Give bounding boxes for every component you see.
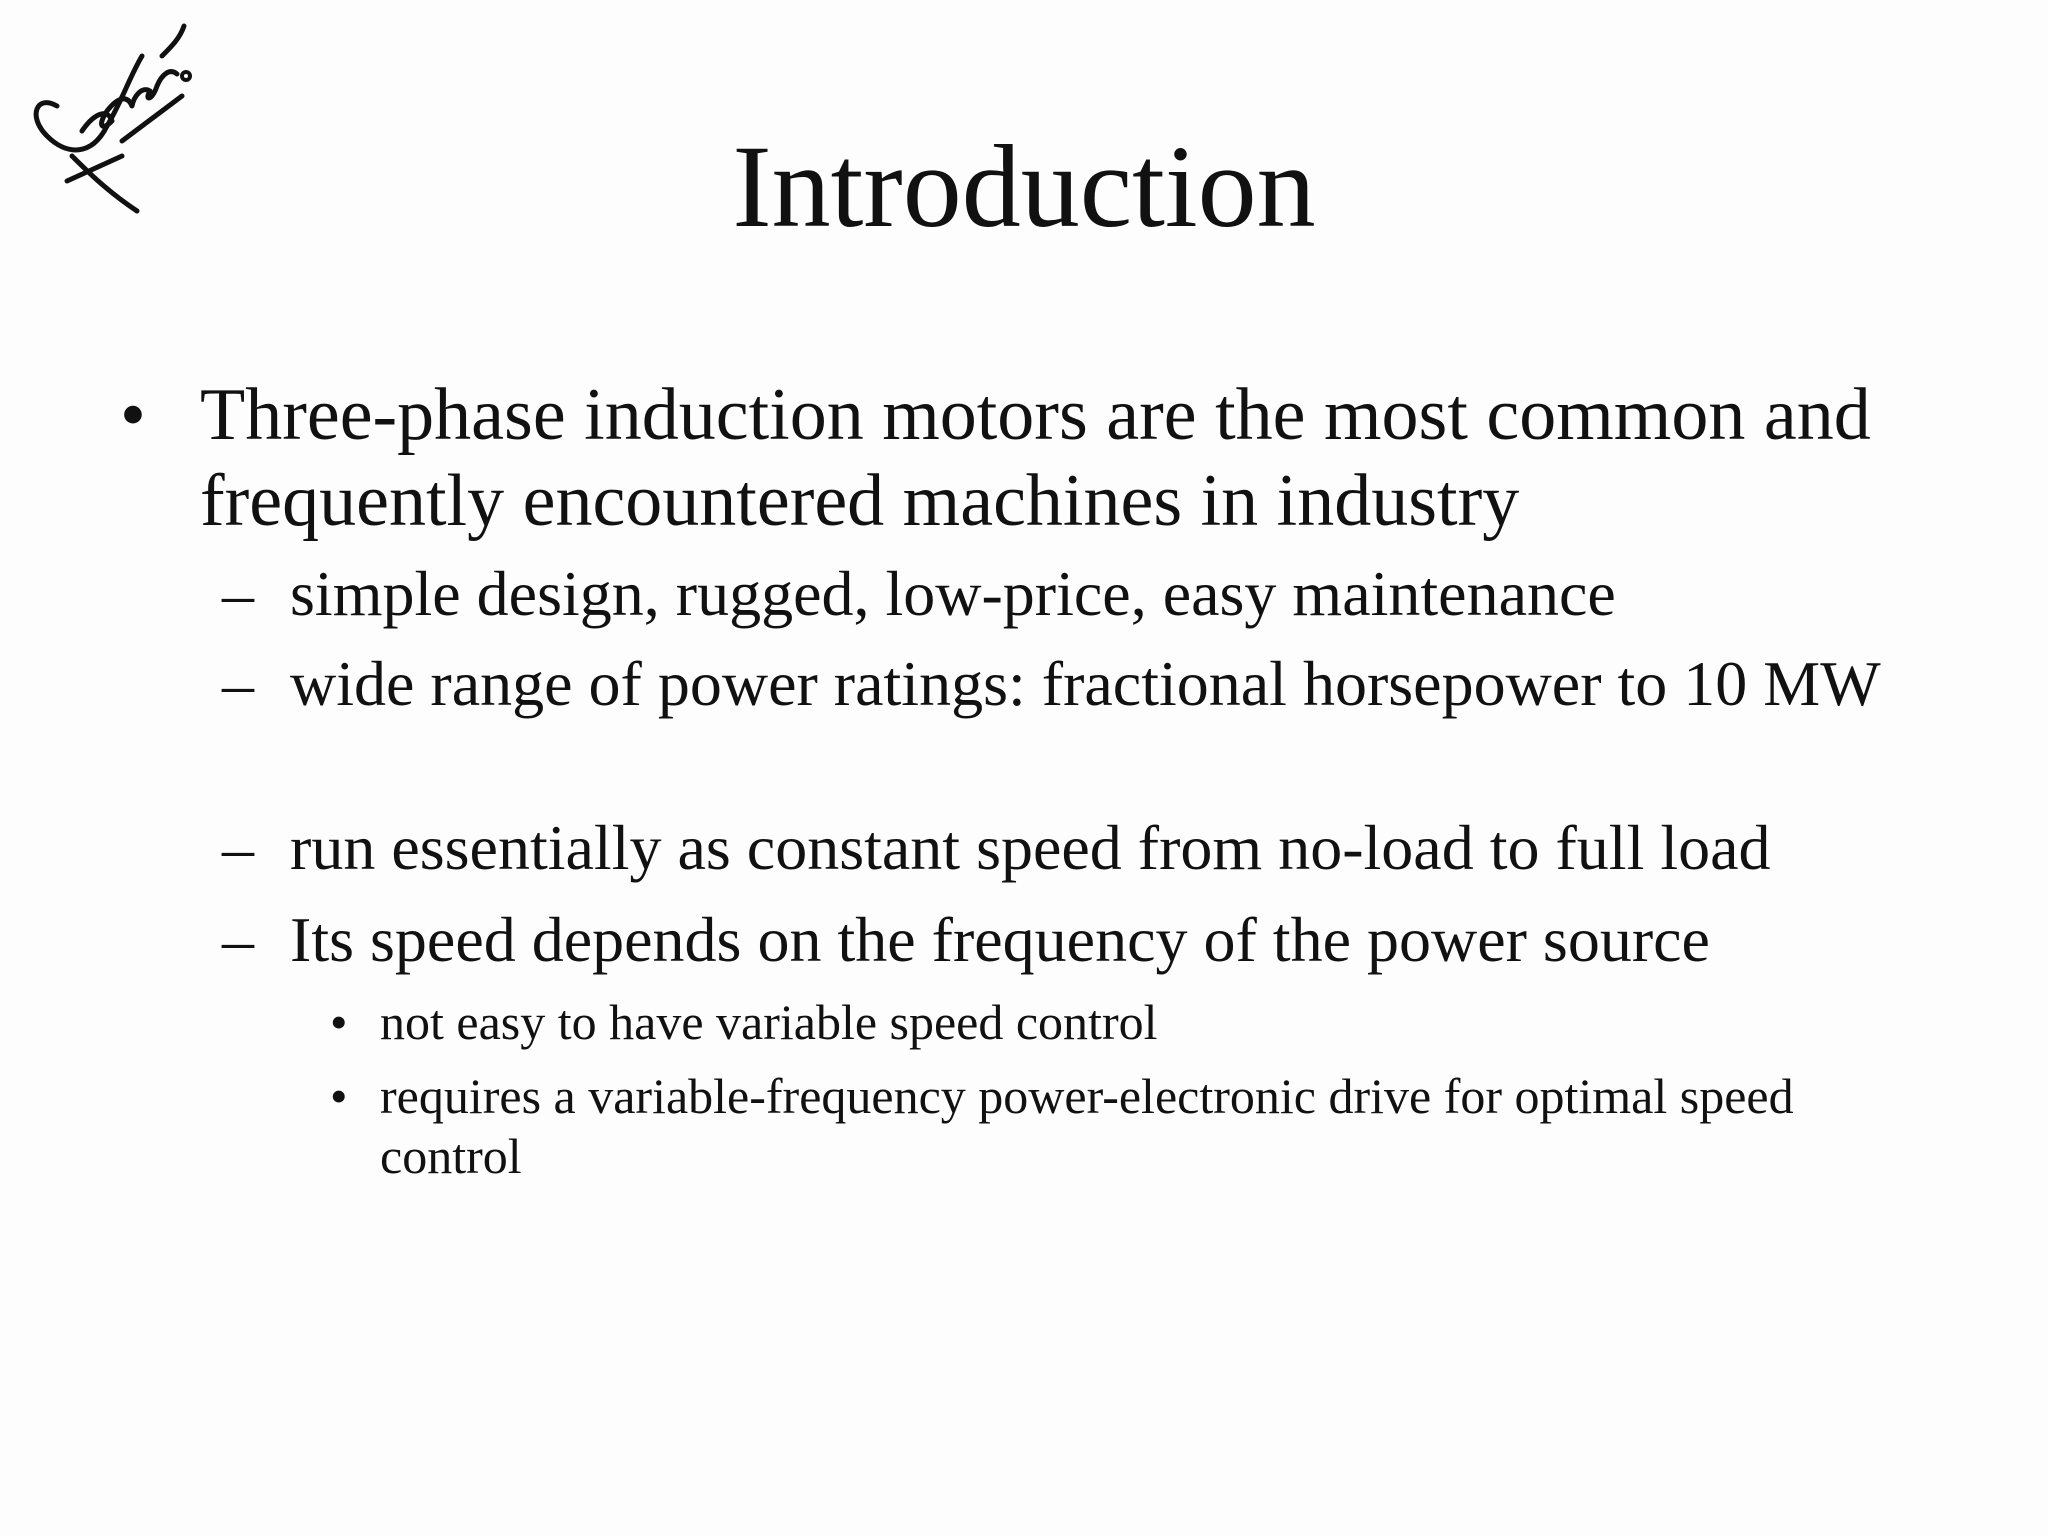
sub-bullet-item [222, 904, 1910, 976]
sub-sub-bullet-item [330, 1066, 1900, 1186]
sub-bullet-item [222, 812, 1910, 884]
dash-marker: – [222, 812, 254, 883]
dash-marker: – [222, 904, 254, 975]
sub-sub-bullet-text: not easy to have variable speed control [380, 994, 1158, 1050]
bullet-item [120, 372, 1880, 544]
sub-bullet-item [222, 558, 1910, 630]
bullet-marker: • [120, 374, 146, 456]
sub-sub-bullet-item [330, 992, 1900, 1052]
sub-bullet-item [222, 648, 1910, 720]
dash-marker: – [222, 558, 254, 629]
bullet-marker: • [330, 1068, 348, 1124]
sub-bullet-text: run essentially as constant speed from no-load to full load [290, 812, 1771, 883]
sub-bullet-text: Its speed depends on the frequency of the power source [290, 904, 1710, 975]
sub-bullet-text: simple design, rugged, low-price, easy maintenance [290, 558, 1616, 629]
slide-title: Introduction [732, 121, 1316, 252]
bullet-text: Three-phase induction motors are the most common and frequently encountered machines in industry [200, 374, 1871, 542]
dash-marker: – [222, 648, 254, 719]
bullet-marker: • [330, 994, 348, 1050]
sub-bullet-text: wide range of power ratings: fractional horsepower to 10 MW [290, 648, 1881, 719]
sub-sub-bullet-text: requires a variable-frequency power-electronic drive for optimal speed control [380, 1068, 1794, 1184]
